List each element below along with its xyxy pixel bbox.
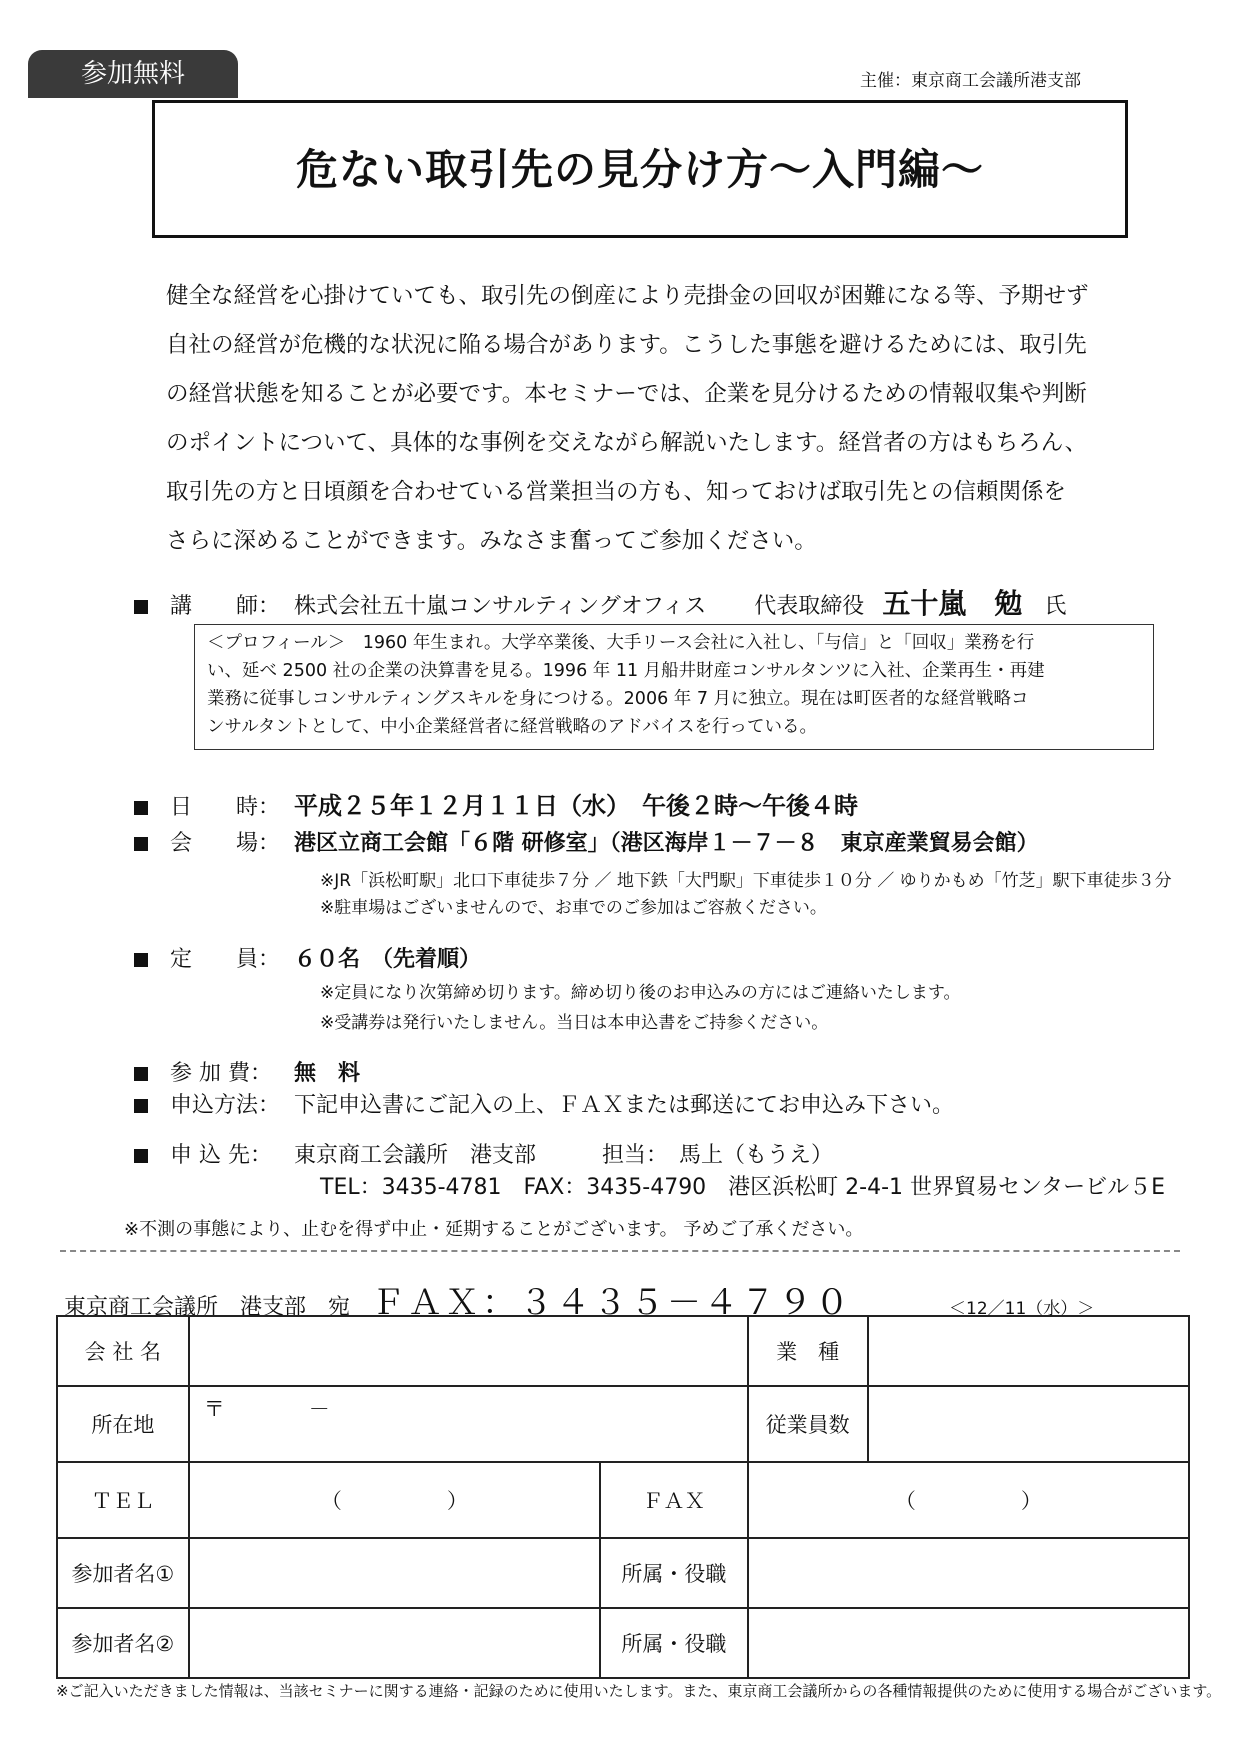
application-form — [56, 1315, 1190, 1679]
capacity-row — [134, 942, 481, 973]
lecturer-label: 講 師： — [170, 594, 281, 619]
bullet-square-icon — [134, 1149, 148, 1163]
fax-label: ＦＡＸ — [600, 1462, 748, 1538]
contact-row — [134, 1138, 833, 1169]
participant2-label: 参加者名② — [57, 1608, 189, 1678]
free-participation-badge: 参加無料 — [28, 50, 238, 98]
contact-line1: 東京商工会議所 港支部 担当： 馬上（もうえ） — [294, 1143, 834, 1168]
capacity-note: ※受講券は発行いたしません。当日は本申込書をご持参ください。 — [320, 1013, 829, 1033]
company-label: 会 社 名 — [57, 1316, 189, 1386]
industry-field[interactable] — [868, 1316, 1189, 1386]
bullet-square-icon — [134, 1067, 148, 1081]
page-title: 危ない取引先の見分け方～入門編～ — [295, 145, 984, 194]
cancel-note: ※不測の事態により、止むを得ず中止・延期することがございます。 予めご了承ください。 — [124, 1219, 864, 1240]
tel-label: ＴＥＬ — [57, 1462, 189, 1538]
lecturer-role: 代表取締役 — [754, 594, 865, 619]
intro-text — [166, 272, 1126, 566]
position1-field[interactable] — [748, 1538, 1189, 1608]
cut-line — [60, 1250, 1180, 1252]
address-field[interactable] — [189, 1386, 748, 1462]
participant2-field[interactable] — [189, 1608, 600, 1678]
organizer: 主催：東京商工会議所港支部 — [860, 71, 1081, 91]
bullet-square-icon — [134, 837, 148, 851]
datetime-label: 日 時： — [170, 795, 281, 820]
capacity-note: ※定員になり次第締め切ります。締め切り後のお申込みの方にはご連絡いたします。 — [320, 983, 961, 1003]
lecturer-company: 株式会社五十嵐コンサルティングオフィス — [294, 594, 707, 619]
tel-paren: （ ） — [320, 1489, 468, 1513]
bullet-square-icon — [134, 1099, 148, 1113]
profile-line: い、延べ 2500 社の企業の決算書を見る。1996 年 11 月船井財産コンサルタンツに入社、企業再生・再建 — [207, 661, 1045, 681]
fax-recipient: 東京商工会議所 港支部 宛 — [64, 1295, 351, 1320]
fee-label: 参 加 費： — [170, 1061, 272, 1086]
position1-label: 所属・役職 — [600, 1538, 748, 1608]
method-value: 下記申込書にご記入の上、ＦＡＸまたは郵送にてお申込み下さい。 — [294, 1093, 955, 1118]
bullet-square-icon — [134, 953, 148, 967]
venue-parking-note: ※駐車場はございませんので、お車でのご参加はご容赦ください。 — [320, 898, 827, 918]
address-label: 所在地 — [57, 1386, 189, 1462]
fax-field[interactable] — [748, 1462, 1189, 1538]
venue-row — [134, 826, 1039, 857]
intro-line: さらに深めることができます。みなさま奮ってご参加ください。 — [166, 528, 817, 554]
position2-label: 所属・役職 — [600, 1608, 748, 1678]
participant1-field[interactable] — [189, 1538, 600, 1608]
venue-label: 会 場： — [170, 831, 281, 856]
tel-field[interactable] — [189, 1462, 600, 1538]
intro-line: 自社の経営が危機的な状況に陥る場合があります。こうした事態を避けるためには、取引先 — [166, 332, 1087, 358]
postal-mark: 〒 － — [203, 1397, 330, 1421]
industry-label: 業 種 — [748, 1316, 868, 1386]
venue-value: 港区立商工会館「６階 研修室」（港区海岸１－７－８ 東京産業貿易会館） — [294, 831, 1039, 856]
lecturer-name: 五十嵐 勉 — [882, 587, 1023, 620]
datetime-value: 平成２５年１２月１１日（水） 午後２時～午後４時 — [294, 792, 858, 820]
employees-field[interactable] — [868, 1386, 1189, 1462]
bullet-square-icon — [134, 600, 148, 614]
capacity-label: 定 員： — [170, 947, 281, 972]
fax-paren: （ ） — [894, 1489, 1042, 1513]
lecturer-profile — [194, 624, 1154, 750]
profile-line: 業務に従事しコンサルティングスキルを身につける。2006 年 7 月に独立。現在は町医者的な経営戦略コ — [207, 689, 1029, 709]
fax-date: ＜12／11（水）＞ — [949, 1299, 1095, 1319]
intro-line: の経営状態を知ることが必要です。本セミナーでは、企業を見分けるための情報収集や判断 — [166, 381, 1087, 407]
fee-value: 無 料 — [294, 1061, 361, 1086]
employees-label: 従業員数 — [748, 1386, 868, 1462]
contact-line2: TEL：3435-4781 FAX：3435-4790 港区浜松町 2-4-1 世界貿易センタービル５E — [320, 1175, 1166, 1200]
method-label: 申込方法： — [170, 1093, 281, 1118]
lecturer-row — [134, 582, 1066, 622]
method-row — [134, 1088, 954, 1119]
bullet-square-icon — [134, 801, 148, 815]
lecturer-honorific: 氏 — [1044, 594, 1067, 619]
participant1-label: 参加者名① — [57, 1538, 189, 1608]
contact-label: 申 込 先： — [170, 1143, 272, 1168]
intro-line: のポイントについて、具体的な事例を交えながら解説いたします。経営者の方はもちろん、 — [166, 430, 1088, 456]
title-box — [152, 100, 1128, 238]
profile-line: ンサルタントとして、中小企業経営者に経営戦略のアドバイスを行っている。 — [207, 717, 818, 737]
profile-line: ＜プロフィール＞ 1960 年生まれ。大学卒業後、大手リース会社に入社し、「与信」と「回収」業務を行 — [207, 633, 1035, 653]
datetime-row — [134, 786, 858, 821]
venue-access-note: ※JR「浜松町駅」北口下車徒歩７分 ／ 地下鉄「大門駅」下車徒歩１０分 ／ ゆりかもめ「竹芝」駅下車徒歩３分 — [320, 871, 1172, 891]
intro-line: 健全な経営を心掛けていても、取引先の倒産により売掛金の回収が困難になる等、予期せず — [166, 283, 1089, 309]
privacy-note: ※ご記入いただきました情報は、当該セミナーに関する連絡・記録のために使用いたします。また、東京商工会議所からの各種情報提供のために使用する場合がございます。 — [56, 1682, 1222, 1700]
intro-line: 取引先の方と日頃顔を合わせている営業担当の方も、知っておけば取引先との信頼関係を — [166, 479, 1067, 505]
position2-field[interactable] — [748, 1608, 1189, 1678]
fax-number: ＦＡＸ：３４３５－４７９０ — [371, 1283, 853, 1323]
capacity-value: ６０名 （先着順） — [294, 947, 482, 972]
company-field[interactable] — [189, 1316, 748, 1386]
fee-row — [134, 1056, 360, 1087]
